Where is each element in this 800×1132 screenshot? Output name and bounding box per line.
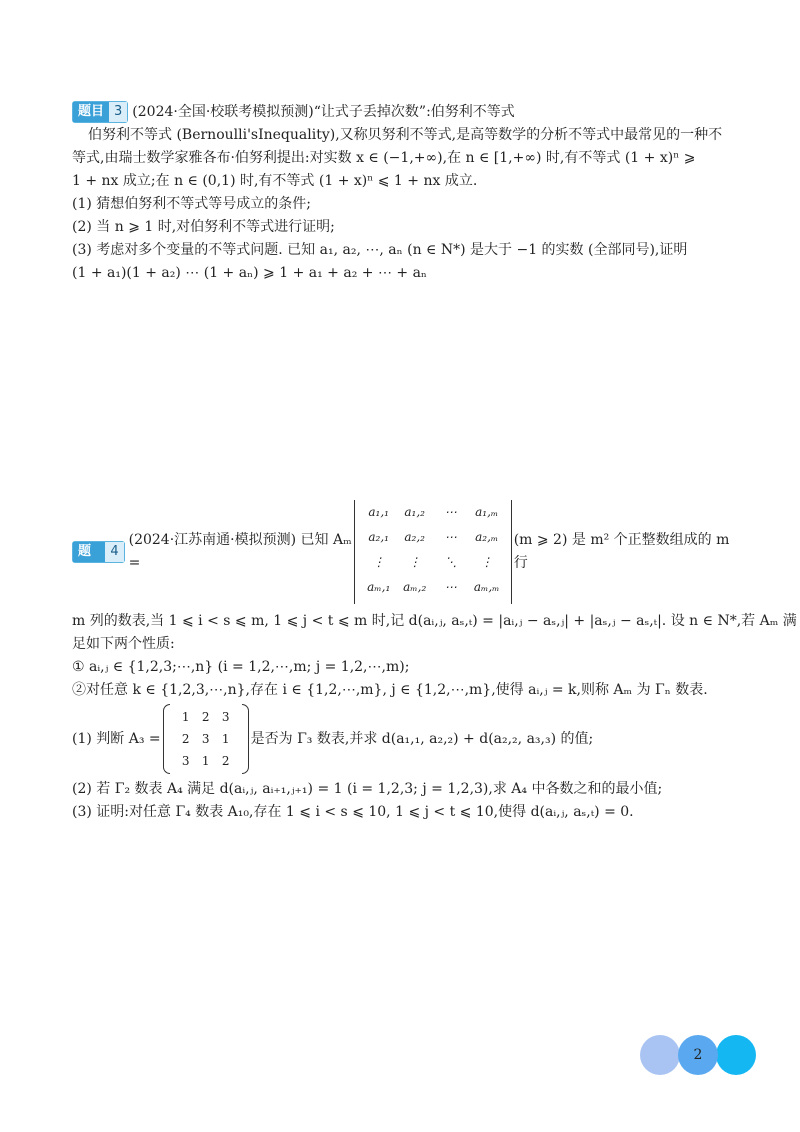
matrix-entry: a₂,₂ (404, 530, 425, 544)
circle-decoration (640, 1035, 680, 1075)
problem-3-line: 伯努利不等式 (Bernoulli'sInequality),又称贝努利不等式,是高等数学的分析不等式中最常见的一种不 (88, 127, 723, 143)
matrix-entry: 3 (181, 754, 190, 768)
matrix-a-3 (163, 704, 249, 774)
problem-badge-label: 题目 (73, 542, 105, 562)
problem-4-question-1 (72, 704, 732, 774)
problem-4 (72, 500, 797, 824)
matrix-entry: ⋮ (408, 555, 421, 569)
matrix-entry: ⋯ (444, 505, 457, 519)
matrix-entry: a₁,ₘ (475, 505, 499, 519)
problem-4-question-2: (2) 若 Γ₂ 数表 A₄ 满足 d(aᵢ,ⱼ, aᵢ₊₁,ⱼ₊₁) = 1 (i = 1,2,3; j = 1,2,3),求 A₄ 中各数之和的最小值; (72, 781, 663, 797)
problem-3-line: 等式,由瑞士数学家雅各布·伯努利提出:对实数 x ∈ (−1,+∞),在 n ∈ [1,+∞) 时,有不等式 (1 + x)ⁿ ⩾ (72, 150, 696, 166)
matrix-entry: ⋯ (444, 530, 457, 544)
problem-4-header-suffix: (m ⩾ 2) 是 m² 个正整数组成的 m 行 (513, 532, 730, 571)
matrix-entry: 2 (201, 710, 210, 724)
question-1-prefix: (1) 判断 A₃ = (72, 730, 161, 747)
problem-3-line: 1 + nx 成立;在 n ∈ (0,1) 时,有不等式 (1 + x)ⁿ ⩽ 1 + nx 成立. (72, 173, 478, 189)
problem-4-header-prefix: (2024·江苏南通·模拟预测) 已知 Aₘ = (128, 532, 352, 571)
problem-3-inequality: (1 + a₁)(1 + a₂) ⋯ (1 + aₙ) ⩾ 1 + a₁ + a₂ + ⋯ + aₙ (72, 265, 427, 281)
matrix-entry: ⋮ (480, 555, 493, 569)
circle-decoration (716, 1035, 756, 1075)
matrix-entries (355, 500, 511, 604)
problem-3-question-3: (3) 考虑对多个变量的不等式问题. 已知 a₁, a₂, ⋯, aₙ (n ∈ N*) 是大于 −1 的实数 (全部同号),证明 (72, 242, 688, 258)
problem-3-badge (72, 101, 128, 123)
matrix-right-bracket (511, 500, 512, 604)
problem-badge-number: 4 (105, 542, 123, 562)
matrix-entry: 1 (181, 710, 190, 724)
problem-4-header-line (72, 500, 732, 604)
problem-3-question-1: (1) 猜想伯努利不等式等号成立的条件; (72, 196, 311, 212)
matrix-entry: 1 (201, 754, 210, 768)
matrix-entry: 3 (201, 732, 210, 746)
matrix-left-paren (163, 704, 170, 774)
problem-badge-number: 3 (109, 102, 127, 122)
problem-3-header: (2024·全国·校联考模拟预测)“让式子丢掉次数”:伯努利不等式 (132, 103, 515, 120)
problem-4-badge (72, 541, 125, 579)
matrix-entry: ⋮ (372, 555, 385, 569)
problem-badge-label: 题目 (73, 102, 109, 122)
problem-3 (72, 100, 732, 285)
matrix-entry: a₂,ₘ (475, 530, 499, 544)
problem-4-property-1: ① aᵢ,ⱼ ∈ {1,2,3;⋯,n} (i = 1,2,⋯,m; j = 1,2,⋯,m); (72, 659, 410, 675)
problem-4-property-2: ②对任意 k ∈ {1,2,3,⋯,n},存在 i ∈ {1,2,⋯,m}, j ∈ {1,2,⋯,m},使得 aᵢ,ⱼ = k,则称 Aₘ 为 Γₙ 数表. (72, 682, 708, 698)
matrix-entry: ⋱ (444, 555, 457, 569)
page-number: 2 (693, 1047, 703, 1063)
matrix-entry: a₁,₁ (368, 505, 389, 519)
matrix-entry: a₂,₁ (368, 530, 389, 544)
matrix-entry: ⋯ (444, 580, 457, 594)
matrix-right-paren (242, 704, 249, 774)
problem-4-line: m 列的数表,当 1 ⩽ i < s ⩽ m, 1 ⩽ j < t ⩽ m 时,记 d(aᵢ,ⱼ, aₛ,ₜ) = |aᵢ,ⱼ − aₛ,ⱼ| + |aₛ,ⱼ − aₛ,ₜ|. 设 n ∈ N*,若 Aₘ 满 (72, 613, 797, 629)
problem-3-question-2: (2) 当 n ⩾ 1 时,对伯努利不等式进行证明; (72, 219, 335, 235)
matrix-entry: 2 (181, 732, 190, 746)
problem-4-question-3: (3) 证明:对任意 Γ₄ 数表 A₁₀,存在 1 ⩽ i < s ⩽ 10, 1 ⩽ j < t ⩽ 10,使得 d(aᵢ,ⱼ, aₛ,ₜ) = 0. (72, 804, 634, 820)
question-1-suffix: 是否为 Γ₃ 数表,并求 d(a₁,₁, a₂,₂) + d(a₂,₂, a₃,₃) 的值; (250, 730, 594, 747)
matrix-entries (170, 704, 242, 774)
matrix-entry: aₘ,₁ (367, 580, 391, 594)
matrix-entry: aₘ,ₘ (473, 580, 500, 594)
matrix-entry: 2 (221, 754, 230, 768)
matrix-entry: aₘ,₂ (403, 580, 427, 594)
matrix-entry: 3 (221, 710, 230, 724)
matrix-entry: 1 (221, 732, 230, 746)
problem-3-header-line (72, 100, 732, 124)
problem-4-line: 足如下两个性质: (72, 636, 175, 652)
matrix-entry: a₁,₂ (404, 505, 425, 519)
page-number-decoration (640, 1035, 758, 1077)
matrix-a-m (354, 500, 512, 604)
